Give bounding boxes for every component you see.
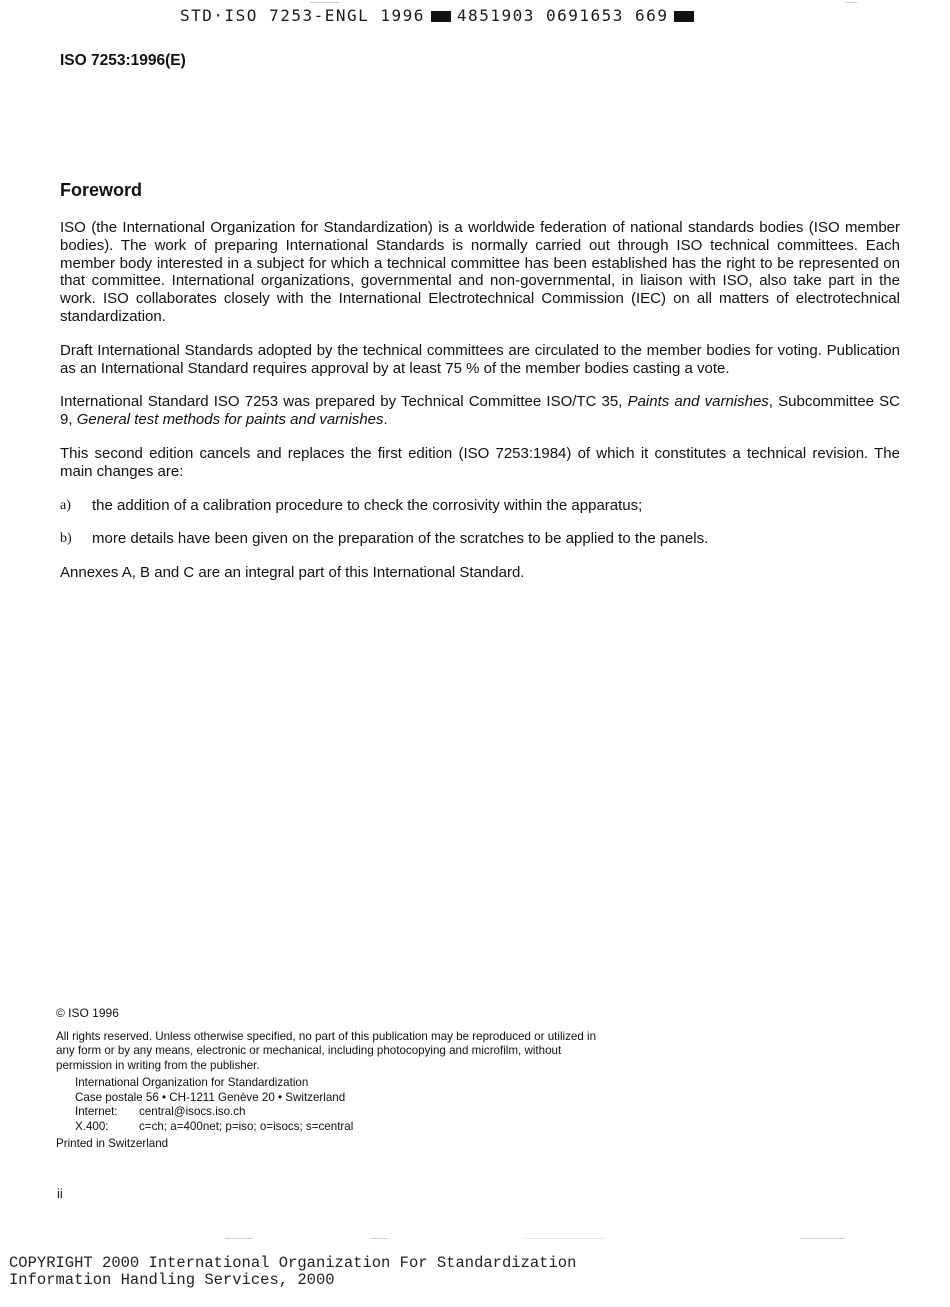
prepared-text-b: , Subcommittee SC 9, [60,393,901,429]
x400-address: c=ch; a=400net; p=iso; o=isocs; s=central [139,1119,354,1133]
scan-header-number: 4851903 0691653 669 [456,6,669,25]
list-marker: b) [60,531,72,547]
scan-header [180,6,700,25]
publisher-address [56,1076,616,1134]
scan-artifact [370,1238,388,1239]
section-title: Foreword [60,180,143,200]
redaction-block [431,11,451,22]
paragraph-prepared-by [60,393,900,429]
internet-row [75,1105,616,1120]
paragraph-iso-intro: ISO (the International Organization for Standardization) is a worldwide federation of national standards bodies (ISO member bodies). The work of preparing International Standards is normally carried out through ISO technical committees. Each member body interested in a subject for which a technical committee has been established has the right to be represented on that committee. International organizations, governmental and non-governmental, in liaison with ISO, also take part in the work. ISO collaborates closely with the International Electrotechnical Commission (IEC) on all matters of electrotechnical standardization. [60,219,900,325]
copyright-block [56,1006,616,1152]
footer-line-1: COPYRIGHT 2000 International Organization For Standardization [9,1254,577,1272]
paragraph-edition: This second edition cancels and replaces the first edition (ISO 7253:1984) of which it constitutes a technical revision. The main changes are: [60,444,900,480]
list-item [60,530,900,548]
rights-notice: All rights reserved. Unless otherwise specified, no part of this publication may be reproduced or utilized in any form or by any means, electronic or mechanical, including photocopying and microfilm, without permission in writing from the publisher. [56,1029,597,1072]
scan-artifact [800,1238,845,1239]
internet-label: Internet: [75,1105,118,1118]
document-id: ISO 7253:1996(E) [60,52,186,69]
x400-row [75,1120,616,1135]
scan-artifact [310,2,340,3]
x400-label: X.400: [75,1119,109,1133]
list-item-text: more details have been given on the preparation of the scratches to be applied to the panels. [92,530,709,548]
subcommittee-title: General test methods for paints and varnishes [76,411,384,429]
scan-artifact [225,1238,253,1239]
printed-in: Printed in Switzerland [56,1137,169,1150]
paragraph-annexes: Annexes A, B and C are an integral part of this International Standard. [60,564,525,582]
scan-artifact [845,2,857,3]
scan-header-code: STD·ISO 7253-ENGL 1996 [180,6,425,25]
copyright-line: © ISO 1996 [56,1006,119,1020]
committee-title: Paints and varnishes [627,393,769,411]
postal-address: Case postale 56 • CH-1211 Genève 20 • Switzerland [75,1090,346,1104]
foreword-body [60,219,900,598]
redaction-block [674,11,694,22]
footer-line-2: Information Handling Services, 2000 [9,1271,335,1289]
page-number: ii [57,1186,63,1201]
internet-address: central@isocs.iso.ch [139,1105,246,1118]
publisher-name: International Organization for Standardization [75,1076,309,1089]
list-marker: a) [60,497,71,513]
prepared-text-a: International Standard ISO 7253 was prepared by Technical Committee ISO/TC 35, [60,393,628,411]
paragraph-draft-standards: Draft International Standards adopted by the technical committees are circulated to the member bodies for voting. Publication as an International Standard requires approval by at least 75 % of the member bodies casting a vote. [60,341,900,377]
list-item-text: the addition of a calibration procedure to check the corrosivity within the apparatus; [92,496,643,514]
list-item [60,497,900,515]
prepared-text-c: . [383,411,388,429]
scan-artifact [525,1238,605,1239]
footer-notice [9,1255,576,1289]
